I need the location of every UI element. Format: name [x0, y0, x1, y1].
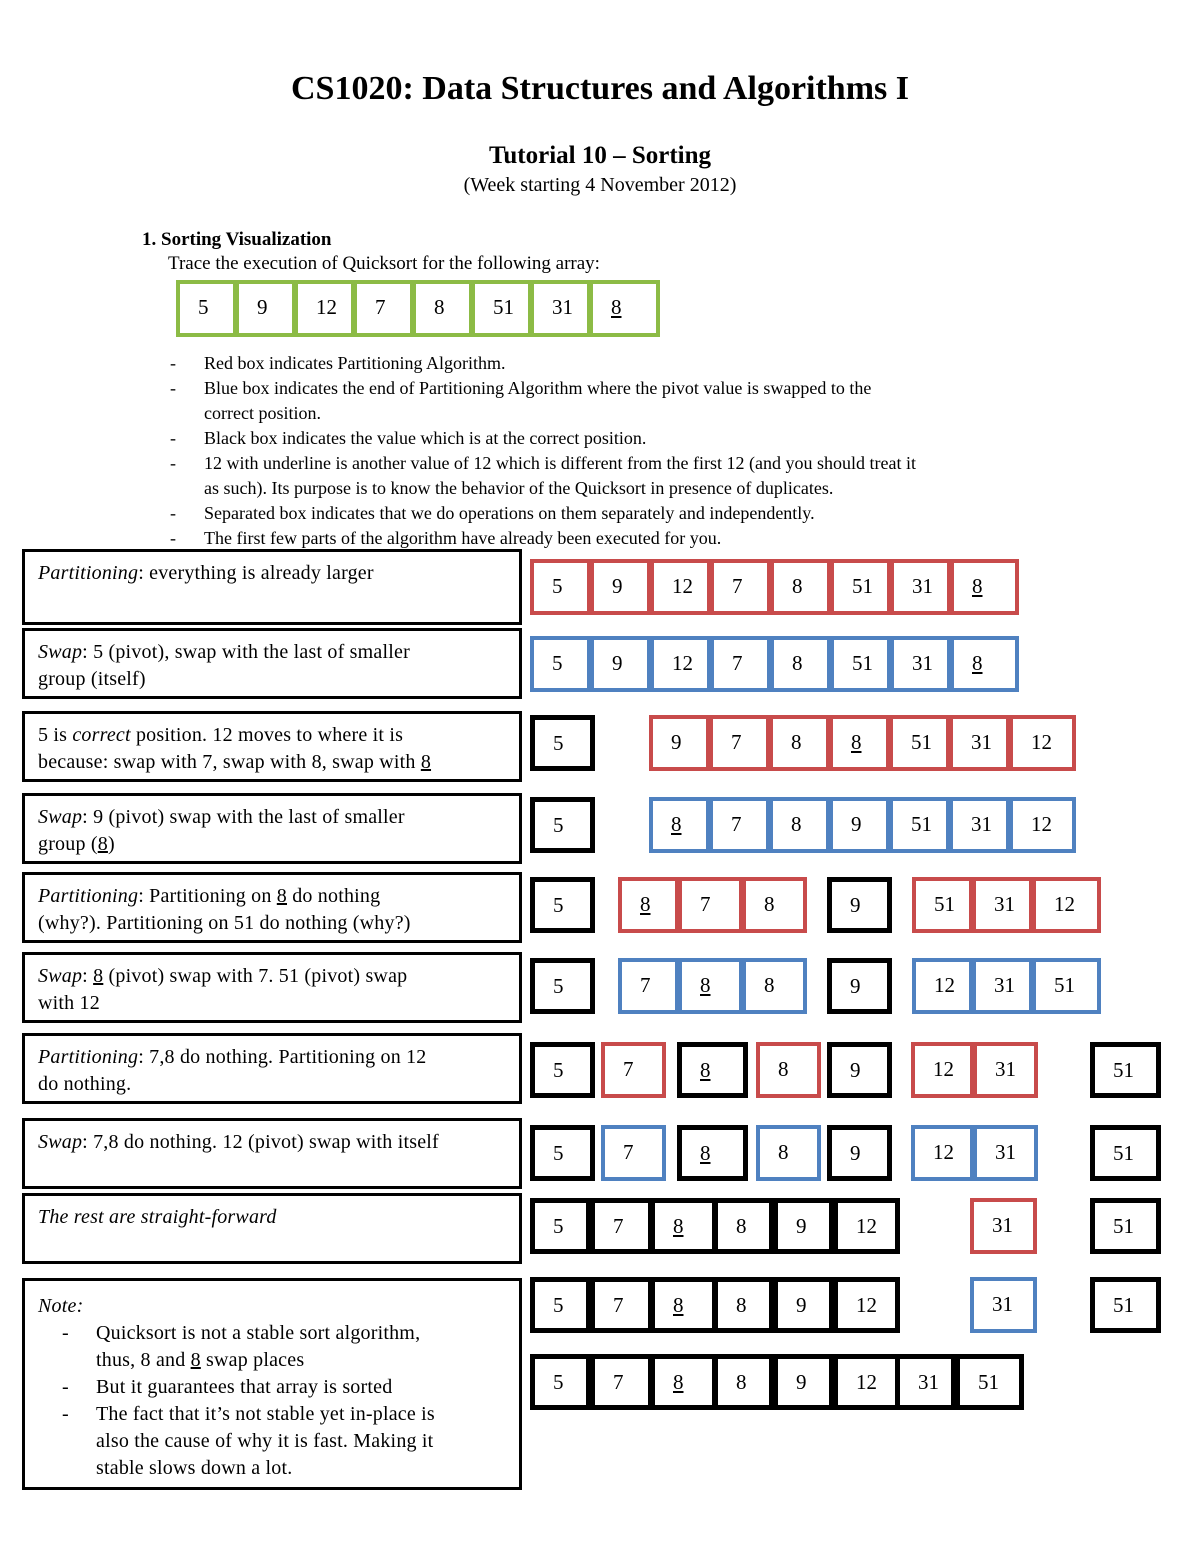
array-cell: 51: [1032, 958, 1101, 1014]
array-cell: 9: [827, 1125, 892, 1181]
initial-array-cell: 9: [235, 280, 296, 337]
array-cell: 5: [530, 1042, 595, 1098]
description-line: Partitioning: everything is already larger: [38, 562, 374, 584]
array-cell: 5: [530, 559, 591, 615]
array-cell: 9: [827, 877, 892, 933]
description-line: Swap: 7,8 do nothing. 12 (pivot) swap with itself: [38, 1131, 439, 1153]
bullet-text: 12 with underline is another value of 12 which is different from the first 12 (and you should treat it: [204, 453, 917, 473]
array-cell: 12: [650, 636, 711, 692]
array-cell: 9: [773, 1277, 834, 1333]
array-cell: 7: [710, 636, 771, 692]
array-cell: 31: [895, 1354, 956, 1410]
initial-array-cell: 31: [530, 280, 591, 337]
step-description-box: [22, 1193, 522, 1264]
description-line: 5 is correct position. 12 moves to where it is: [38, 724, 404, 746]
note-list: [38, 1320, 507, 1482]
array-cell: 7: [678, 877, 743, 933]
array-cell: 31: [890, 559, 951, 615]
array-cell: 7: [709, 797, 770, 853]
bullet-text: as such). Its purpose is to know the behavior of the Quicksort in presence of duplicates.: [204, 478, 834, 498]
array-cell: 5: [530, 1125, 595, 1181]
description-line: Swap: 8 (pivot) swap with 7. 51 (pivot) swap: [38, 965, 408, 987]
array-cell: 9: [773, 1354, 834, 1410]
array-cell: 8: [677, 1125, 748, 1181]
document-title: CS1020: Data Structures and Algorithms I: [290, 70, 909, 107]
step-description-box: [22, 1033, 522, 1104]
initial-array-cell: 51: [471, 280, 532, 337]
description-line: The rest are straight-forward: [38, 1206, 277, 1228]
array-cell: 8: [756, 1125, 821, 1181]
bullet-text: Separated box indicates that we do operations on them separately and independently.: [204, 503, 815, 523]
array-cell: 8: [950, 636, 1019, 692]
bullet-dash: -: [170, 453, 176, 473]
array-cell: 8: [650, 1277, 717, 1333]
bullet-dash: -: [170, 528, 176, 548]
array-cell: 5: [530, 636, 591, 692]
section-intro: Trace the execution of Quicksort for the following array:: [168, 253, 600, 274]
array-cell: 9: [773, 1198, 834, 1254]
array-cell: 9: [590, 559, 651, 615]
initial-array-cell: 8: [412, 280, 473, 337]
bullet-text: Black box indicates the value which is at the correct position.: [204, 428, 647, 448]
array-cell: 8: [678, 958, 743, 1014]
step-description-box: [22, 628, 522, 699]
array-cell: 51: [1090, 1125, 1161, 1181]
description-line: because: swap with 7, swap with 8, swap with 8: [38, 751, 432, 773]
legend-bullet: [170, 376, 1070, 426]
step-description-box: [22, 549, 522, 625]
array-cell: 12: [650, 559, 711, 615]
array-cell: 7: [710, 559, 771, 615]
array-cell: 8: [829, 715, 890, 771]
array-cell: 8: [713, 1277, 774, 1333]
bullet-dash: -: [170, 503, 176, 523]
bullet-dash: -: [170, 353, 176, 373]
note-title: Note:: [38, 1295, 84, 1317]
tutorial-subtitle: (Week starting 4 November 2012): [463, 174, 737, 196]
initial-array-cell: 7: [353, 280, 414, 337]
section-heading: 1. Sorting Visualization: [142, 229, 332, 250]
array-cell: 8: [742, 958, 807, 1014]
array-cell: 5: [530, 715, 595, 771]
array-cell: 51: [830, 559, 891, 615]
array-cell: 5: [530, 1277, 591, 1333]
array-cell: 51: [912, 877, 973, 933]
array-cell: 51: [830, 636, 891, 692]
description-line: Swap: 9 (pivot) swap with the last of smaller: [38, 806, 405, 828]
array-cell: 9: [827, 1042, 892, 1098]
array-cell: 12: [1032, 877, 1101, 933]
array-cell: 7: [590, 1354, 653, 1410]
array-cell: 9: [829, 797, 890, 853]
description-line: (why?). Partitioning on 51 do nothing (why?): [38, 912, 411, 934]
step-description-box: [22, 1118, 522, 1189]
array-cell: 9: [649, 715, 710, 771]
array-cell: 8: [770, 559, 831, 615]
bullet-text: Red box indicates Partitioning Algorithm.: [204, 353, 506, 373]
array-cell: 31: [973, 1042, 1038, 1098]
array-cell: 12: [912, 958, 973, 1014]
array-cell: 12: [833, 1354, 900, 1410]
legend-bullet: [170, 426, 1070, 451]
array-cell: 51: [889, 797, 950, 853]
array-cell: 5: [530, 877, 595, 933]
description-line: Swap: 5 (pivot), swap with the last of smaller: [38, 641, 410, 663]
initial-array-cell: 12: [294, 280, 355, 337]
array-cell: 9: [827, 958, 892, 1014]
array-cell: 31: [949, 715, 1010, 771]
description-line: group (itself): [38, 668, 146, 690]
array-cell: 8: [650, 1198, 717, 1254]
array-cell: 51: [889, 715, 950, 771]
legend-bullet: [170, 526, 1070, 551]
array-cell: 31: [972, 877, 1033, 933]
array-cell: 5: [530, 958, 595, 1014]
array-cell: 8: [649, 797, 710, 853]
initial-array-cell: 8: [589, 280, 660, 337]
array-cell: 12: [911, 1125, 974, 1181]
note-item: - Quicksort is not a stable sort algorithm, thus, 8 and 8 swap places: [62, 1322, 421, 1371]
description-line: Partitioning: 7,8 do nothing. Partitioning on 12: [38, 1046, 427, 1068]
array-cell: 8: [756, 1042, 821, 1098]
step-description-box: [22, 711, 522, 782]
array-cell: 31: [890, 636, 951, 692]
bullet-text: Blue box indicates the end of Partitioning Algorithm where the pivot value is swapped to the: [204, 378, 872, 398]
array-cell: 31: [949, 797, 1010, 853]
bullet-dash: -: [170, 428, 176, 448]
legend-bullet: [170, 351, 1070, 376]
array-cell: 51: [1090, 1277, 1161, 1333]
array-cell: 8: [769, 715, 830, 771]
array-cell: 8: [677, 1042, 748, 1098]
note-item: - But it guarantees that array is sorted: [62, 1376, 393, 1398]
bullet-text: The first few parts of the algorithm have already been executed for you.: [204, 528, 722, 548]
array-cell: 12: [911, 1042, 974, 1098]
array-cell: 12: [1009, 715, 1076, 771]
array-cell: 31: [970, 1277, 1037, 1333]
array-cell: 8: [713, 1354, 774, 1410]
array-cell: 51: [1090, 1198, 1161, 1254]
array-cell: 7: [709, 715, 770, 771]
array-cell: 7: [601, 1042, 666, 1098]
array-cell: 8: [950, 559, 1019, 615]
step-description-box: [22, 793, 522, 864]
array-cell: 8: [650, 1354, 717, 1410]
array-cell: 7: [601, 1125, 666, 1181]
array-cell: 5: [530, 1354, 591, 1410]
array-cell: 7: [618, 958, 679, 1014]
initial-array-cell: 5: [176, 280, 237, 337]
array-cell: 9: [590, 636, 651, 692]
array-cell: 31: [970, 1198, 1037, 1254]
description-line: Partitioning: Partitioning on 8 do nothing: [38, 885, 381, 907]
array-cell: 8: [742, 877, 807, 933]
note-item: - The fact that it’s not stable yet in-place is also the cause of why it is fast. Making it stable slows down a lot.: [62, 1403, 435, 1479]
description-line: do nothing.: [38, 1073, 132, 1095]
array-cell: 5: [530, 797, 595, 853]
legend-bullet: [170, 451, 1070, 501]
array-cell: 8: [713, 1198, 774, 1254]
legend-bullet: [170, 501, 1070, 526]
array-cell: 12: [833, 1277, 900, 1333]
step-description-box: [22, 872, 522, 943]
array-cell: 5: [530, 1198, 591, 1254]
array-cell: 7: [590, 1277, 653, 1333]
array-cell: 51: [955, 1354, 1024, 1410]
array-cell: 7: [590, 1198, 653, 1254]
bullet-dash: -: [170, 378, 176, 398]
array-cell: 12: [833, 1198, 900, 1254]
bullet-text: correct position.: [204, 403, 321, 423]
array-cell: 31: [973, 1125, 1038, 1181]
array-cell: 8: [770, 636, 831, 692]
array-cell: 12: [1009, 797, 1076, 853]
array-cell: 31: [972, 958, 1033, 1014]
array-cell: 8: [769, 797, 830, 853]
step-description-box: [22, 952, 522, 1023]
note-box: [22, 1278, 522, 1490]
description-line: group (8): [38, 833, 115, 855]
array-cell: 8: [618, 877, 679, 933]
description-line: with 12: [38, 992, 100, 1014]
tutorial-title: Tutorial 10 – Sorting: [488, 142, 712, 169]
array-cell: 51: [1090, 1042, 1161, 1098]
